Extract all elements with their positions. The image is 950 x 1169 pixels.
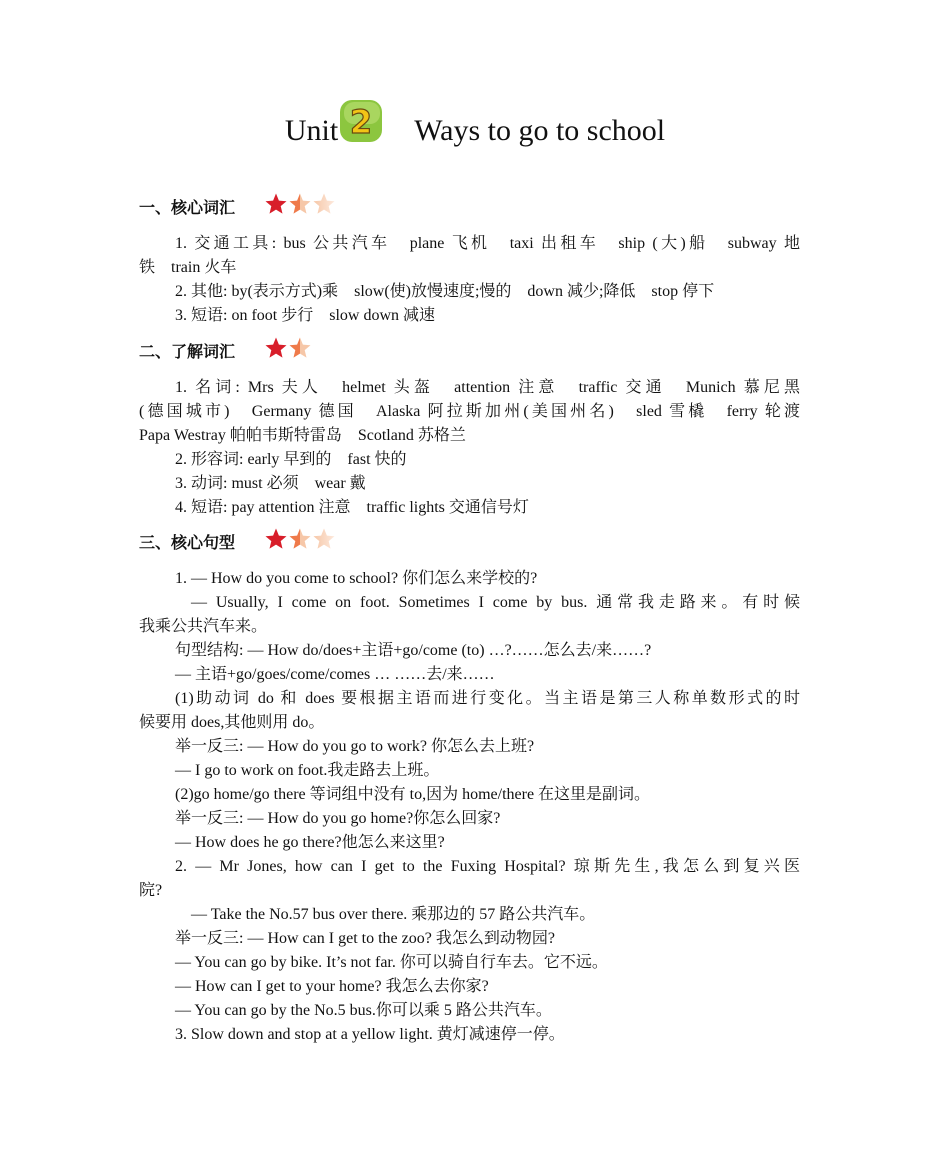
pattern-note-2: (2)go home/go there 等词组中没有 to,因为 home/there 在这里是副词。 xyxy=(175,786,651,803)
pattern-line-3-cont: 院? xyxy=(139,882,163,899)
extra-vocab-line-1: 1. 名词: Mrs 夫人 helmet 头盔 attention 注意 traffic 交通 Munich 慕尼黑 xyxy=(175,379,800,396)
extra-vocab-line-1-cont: (德国城市) Germany 德国 Alaska 阿拉斯加州(美国州名) sled 雪橇 ferry 轮渡 xyxy=(139,403,800,420)
unit-number: 2 xyxy=(350,103,373,141)
extra-vocab-line-4: 4. 短语: pay attention 注意 traffic lights 交通信号灯 xyxy=(175,499,529,516)
rating-stars-icon xyxy=(264,192,344,216)
unit-number-badge-icon xyxy=(338,98,384,144)
pattern-practice-4-answer: — You can go by the No.5 bus.你可以乘 5 路公共汽车。 xyxy=(175,1002,552,1019)
pattern-practice-4: — How can I get to your home? 我怎么去你家? xyxy=(175,978,489,995)
extra-vocab-line-3: 3. 动词: must 必须 wear 戴 xyxy=(175,475,366,492)
pattern-practice-3-answer: — You can go by bike. It’s not far. 你可以骑自行车去。它不远。 xyxy=(175,954,608,971)
pattern-structure: 句型结构: — How do/does+主语+go/come (to) …?……怎么去/来……? xyxy=(175,642,652,659)
pattern-note-1: (1)助动词 do 和 does 要根据主语而进行变化。当主语是第三人称单数形式的时 xyxy=(175,690,800,707)
title-subtitle: Ways to go to school xyxy=(414,114,666,147)
pattern-line-2: — Usually, I come on foot. Sometimes I come by bus. 通常我走路来。有时候 xyxy=(191,594,800,611)
pattern-line-1: 1. — How do you come to school? 你们怎么来学校的? xyxy=(175,570,538,587)
section-heading-extra-vocab: 二、了解词汇 xyxy=(139,342,236,361)
section-heading-core-patterns: 三、核心句型 xyxy=(139,533,236,552)
extra-vocab-line-2: 2. 形容词: early 早到的 fast 快的 xyxy=(175,451,407,468)
page-title xyxy=(0,103,950,154)
core-vocab-line-1: 1. 交通工具: bus 公共汽车 plane 飞机 taxi 出租车 ship (大)船 subway 地 xyxy=(175,235,800,252)
pattern-line-3-answer: — Take the No.57 bus over there. 乘那边的 57 路公共汽车。 xyxy=(191,906,596,923)
pattern-line-2-cont: 我乘公共汽车来。 xyxy=(139,618,268,635)
pattern-line-4: 3. Slow down and stop at a yellow light. 黄灯减速停一停。 xyxy=(175,1026,565,1043)
core-vocab-line-3: 3. 短语: on foot 步行 slow down 减速 xyxy=(175,307,436,324)
title-unit-word: Unit xyxy=(284,114,339,147)
pattern-structure-answer: — 主语+go/goes/come/comes … ……去/来…… xyxy=(175,666,495,683)
pattern-practice-1-answer: — I go to work on foot.我走路去上班。 xyxy=(175,762,440,779)
pattern-practice-3: 举一反三: — How can I get to the zoo? 我怎么到动物园? xyxy=(175,930,555,947)
rating-stars-icon xyxy=(264,527,344,551)
pattern-practice-2-answer: — How does he go there?他怎么来这里? xyxy=(175,834,445,851)
core-vocab-line-1-cont: 铁 train 火车 xyxy=(139,259,237,276)
rating-stars-icon xyxy=(264,336,344,360)
pattern-practice-2: 举一反三: — How do you go home?你怎么回家? xyxy=(175,810,501,827)
pattern-line-3: 2. — Mr Jones, how can I get to the Fuxing Hospital? 琼斯先生,我怎么到复兴医 xyxy=(175,858,800,875)
core-vocab-line-2: 2. 其他: by(表示方式)乘 slow(使)放慢速度;慢的 down 减少;降低 stop 停下 xyxy=(175,283,715,300)
pattern-note-1-cont: 候要用 does,其他则用 do。 xyxy=(139,714,325,731)
section-heading-core-vocab: 一、核心词汇 xyxy=(139,198,236,217)
extra-vocab-line-1-cont2: Papa Westray 帕帕韦斯特雷岛 Scotland 苏格兰 xyxy=(139,427,466,444)
pattern-practice-1: 举一反三: — How do you go to work? 你怎么去上班? xyxy=(175,738,535,755)
